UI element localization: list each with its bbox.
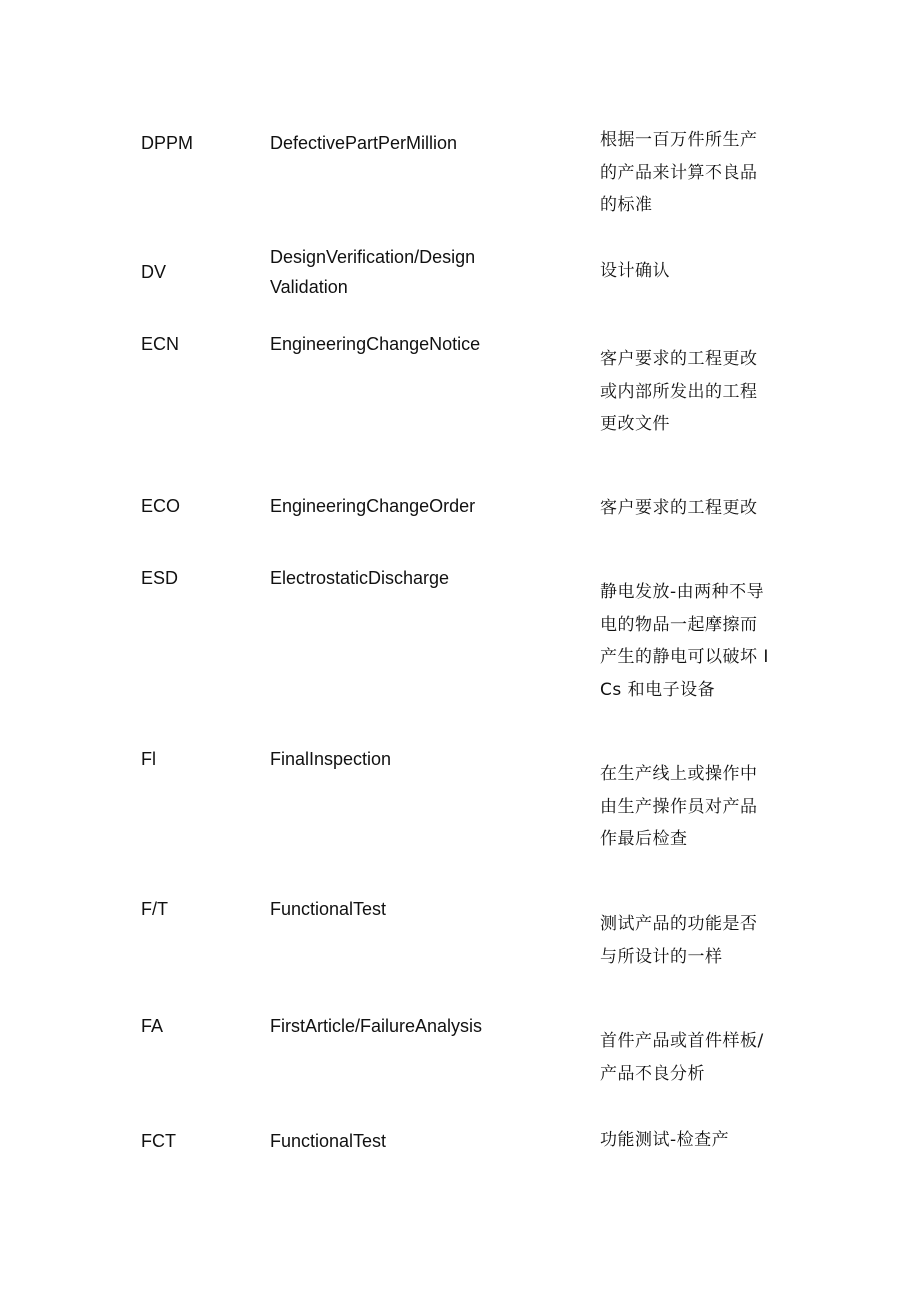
entry-term: EngineeringChangeNotice [270, 334, 481, 354]
entry-term: FunctionalTest [270, 1131, 387, 1151]
entry-abbreviation: DPPM [141, 133, 194, 153]
entry-abbreviation: F/T [141, 899, 168, 919]
entry-term: FunctionalTest [270, 899, 387, 919]
entry-abbreviation: ESD [141, 568, 179, 588]
entry-abbreviation: Fl [141, 749, 156, 769]
entry-abbreviation: DV [141, 262, 167, 282]
entry-term: FirstArticle/FailureAnalysis [270, 1016, 483, 1036]
entry-abbreviation: ECN [141, 334, 180, 354]
entry-abbreviation: FCT [141, 1131, 176, 1151]
entry-term: FinalInspection [270, 749, 392, 769]
entry-description: 设计确认 [600, 261, 670, 281]
entry-description: 测试产品的功能是否与所设计的一样 [600, 914, 758, 967]
entry-term: DefectivePartPerMillion [270, 133, 458, 153]
entry-term: ElectrostaticDischarge [270, 568, 450, 588]
entry-description: 功能测试-检查产 [600, 1130, 730, 1150]
entry-description: 首件产品或首件样板/产品不良分析 [600, 1031, 764, 1084]
entry-term: DesignVerification/Design Validation [270, 247, 476, 297]
entry-abbreviation: ECO [141, 496, 181, 516]
entry-description: 根据一百万件所生产的产品来计算不良品的标准 [600, 130, 758, 215]
entry-description: 客户要求的工程更改 [600, 498, 758, 518]
entry-description: 在生产线上或操作中由生产操作员对产品作最后检查 [600, 764, 758, 849]
entry-term: EngineeringChangeOrder [270, 496, 476, 516]
entry-abbreviation: FA [141, 1016, 164, 1036]
entry-description: 客户要求的工程更改或内部所发出的工程更改文件 [600, 349, 758, 434]
entry-description: 静电发放-由两种不导电的物品一起摩擦而产生的静电可以破坏 ICs 和电子设备 [600, 582, 769, 700]
